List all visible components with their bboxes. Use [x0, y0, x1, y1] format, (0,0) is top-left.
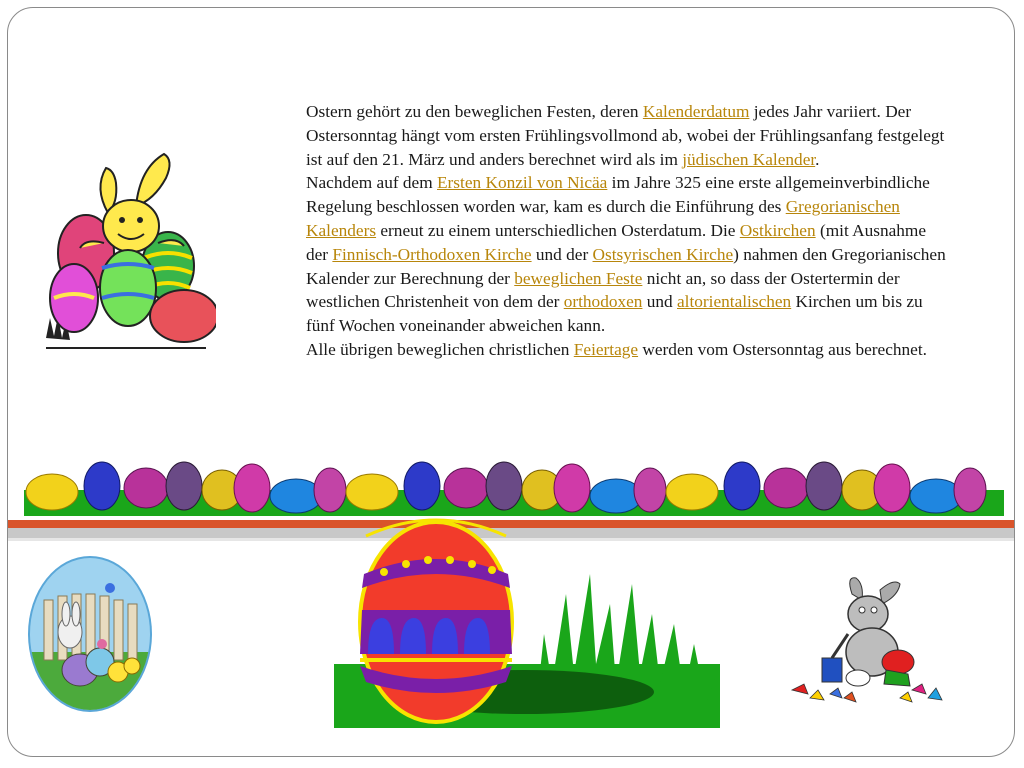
red-egg-grass-illustration — [334, 514, 720, 728]
paragraph-text: ) nahmen den Gregorianischen Kalender zur Berechnung der — [306, 244, 946, 288]
wiki-link[interactable]: altorientalischen — [677, 292, 792, 312]
wiki-link[interactable]: Finnisch-Orthodoxen Kirche — [332, 244, 532, 264]
paragraph-text: Kirchen um bis zu fünf Wochen voneinander abweichen kann. — [306, 292, 923, 336]
oval-egg-picture — [26, 552, 154, 712]
wiki-link[interactable]: Gregorianischen Kalenders — [306, 197, 900, 240]
paragraph-text: erneut zu einem unterschiedlichen Osterdatum. Die — [376, 220, 740, 240]
paragraph-text: Alle übrigen beweglichen christlichen — [306, 339, 574, 359]
paragraph-text: und der — [531, 244, 593, 264]
wiki-link[interactable]: beweglichen Feste — [514, 268, 643, 288]
paragraph-text: nicht an, so dass der Ostertermin der westlichen Christenheit von dem der — [306, 268, 900, 312]
wiki-link[interactable]: Kalenderdatum — [642, 102, 750, 121]
wiki-link[interactable]: Feiertage — [573, 339, 639, 359]
paragraph-text: und — [642, 292, 677, 312]
wiki-link[interactable]: orthodoxen — [563, 292, 643, 312]
paragraph-text: Nachdem auf dem — [306, 173, 437, 193]
paragraph-text: jedes Jahr variiert. Der Ostersonntag hängt vom ersten Frühlingsvollmond ab, wobei der Frühlingsanfang festgelegt ist auf den 21. März und anders berechnet wird als im — [306, 102, 945, 169]
paragraph-text: . — [815, 149, 820, 169]
wiki-link[interactable]: jüdischen Kalender — [682, 149, 816, 169]
article-text — [306, 100, 946, 362]
painting-bunny-illustration — [782, 574, 947, 706]
paragraph-1 — [306, 100, 946, 171]
paragraph-2 — [306, 171, 946, 338]
paragraph-3 — [306, 338, 946, 362]
bunny-with-eggs-illustration — [36, 148, 216, 363]
wiki-link[interactable]: Ostkirchen — [739, 220, 816, 240]
paragraph-text: (mit Ausnahme der — [306, 220, 927, 264]
paragraph-text: im Jahre 325 eine erste allgemeinverbindliche Regelung beschlossen worden war, kam es durch die Einführung des — [306, 173, 930, 217]
paragraph-text: werden vom Ostersonntag aus berechnet. — [638, 339, 927, 359]
wiki-link[interactable]: Ersten Konzil von Nicäa — [437, 173, 608, 193]
paragraph-text: Ostern gehört zu den beweglichen Festen, deren — [306, 102, 643, 121]
wiki-link[interactable]: Ostsyrischen Kirche — [592, 244, 734, 264]
easter-egg-border — [24, 456, 1004, 520]
